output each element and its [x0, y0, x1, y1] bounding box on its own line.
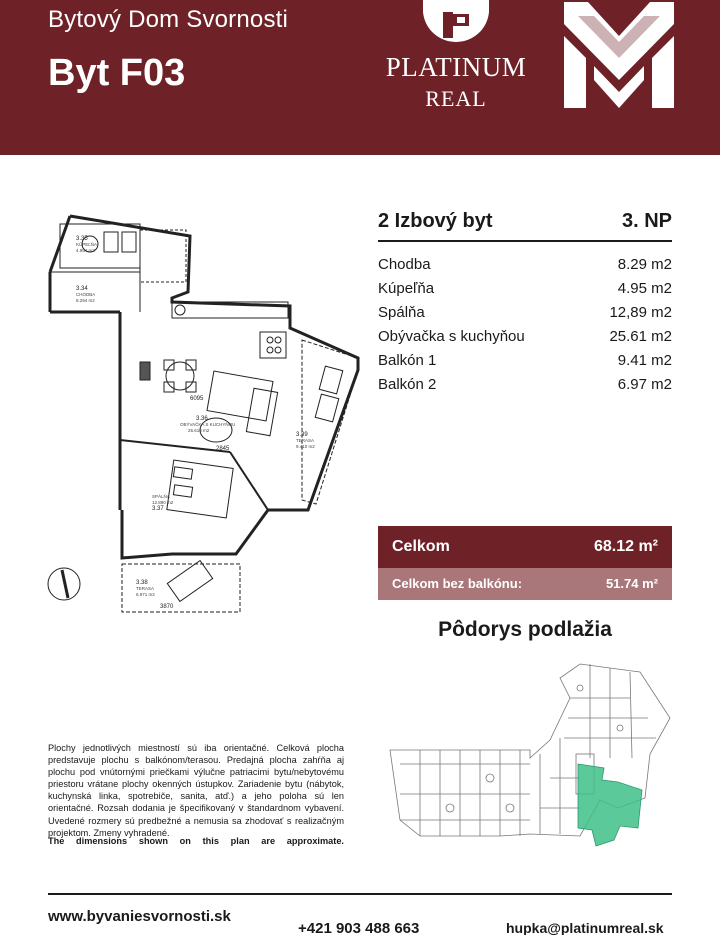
- website-link[interactable]: www.byvaniesvornosti.sk: [48, 908, 231, 925]
- disclaimer-english: The dimensions shown on this plan are approximate.: [48, 836, 344, 846]
- svg-text:9.410 m2: 9.410 m2: [296, 444, 315, 449]
- room-row: Obývačka s kuchyňou 25.61 m2: [378, 328, 672, 345]
- unit-title: Byt F03: [48, 52, 186, 94]
- brand-sub: REAL: [425, 86, 487, 111]
- apartment-floor: 3. NP: [621, 210, 672, 232]
- apartment-summary-header: [378, 208, 672, 242]
- total-without-balcony-bar: [378, 568, 672, 600]
- plan-dim-2845: 2845: [216, 446, 230, 452]
- room-label-3-38: 3.38: [136, 580, 148, 586]
- room-label-3-37: 3.37: [152, 506, 164, 512]
- header-banner: [0, 0, 720, 155]
- svg-text:6.971 m2: 6.971 m2: [136, 592, 155, 597]
- phone-number[interactable]: +421 903 488 663: [298, 920, 420, 935]
- apartment-type: 2 Izbový byt: [378, 210, 493, 232]
- apartment-floor-plan: [40, 210, 370, 620]
- plan-dim-6095: 6095: [190, 396, 204, 402]
- room-row: Chodba 8.29 m2: [378, 256, 672, 273]
- room-label-3-35: 3.35: [76, 236, 88, 242]
- svornosti-m-logo-icon: [564, 2, 674, 108]
- room-label-3-39: 3.39: [296, 432, 308, 438]
- brand-name: PLATINUM: [385, 52, 527, 82]
- total-without-balcony-value: 51.74 m²: [605, 576, 658, 591]
- svg-text:TERASA: TERASA: [136, 586, 155, 591]
- highlighted-apartment: [578, 764, 642, 846]
- plan-dim-3870: 3870: [160, 604, 174, 610]
- floor-site-plan: [380, 658, 680, 848]
- total-value: 68.12 m²: [593, 538, 658, 555]
- svg-text:25.613 m2: 25.613 m2: [188, 428, 210, 433]
- svg-text:12.890 m2: 12.890 m2: [152, 500, 174, 505]
- svg-text:TERASA: TERASA: [296, 438, 315, 443]
- total-label: Celkom: [392, 538, 450, 555]
- svg-text:KÚPEĽŇA: KÚPEĽŇA: [76, 242, 98, 247]
- room-row: Spálňa 12,89 m2: [378, 304, 672, 321]
- disclaimer-text: Plochy jednotlivých miestností sú iba orientačné. Celková plocha predstavuje plochu s balkónom/terasou. Predajná plocha zahŕňa aj plochu pod vnútornými priečkami výlučne patriacimi bytu/nebytovému priestoru vrátane plochy okenných ústupkov. Zariadenie bytu (nábytok, kuchynská linka, spotrebiče, sanita, atď.) a jeho poloha sú len orientačné. Rozsah dodania je špecifikovaný v štandardnom vybavení. Uvedené rozmery sú predbežné a nemusia sa zhodovať s realizačným projektom. Zmeny vyhradené.: [48, 743, 344, 838]
- project-name: Bytový Dom Svornosti: [48, 6, 289, 33]
- svg-text:CHODBA: CHODBA: [76, 292, 96, 297]
- footer-divider: [48, 893, 672, 895]
- room-label-3-34: 3.34: [76, 286, 88, 292]
- room-row: Balkón 1 9.41 m2: [378, 352, 672, 369]
- room-area-list: [378, 256, 672, 400]
- svg-text:4.954 m2: 4.954 m2: [76, 248, 95, 253]
- room-label-3-36: 3.36: [196, 416, 208, 422]
- svg-text:OBÝVAČKA S KUCHYŇOU: OBÝVAČKA S KUCHYŇOU: [180, 422, 236, 427]
- email-link[interactable]: hupka@platinumreal.sk: [506, 920, 664, 935]
- room-row: Balkón 2 6.97 m2: [378, 376, 672, 393]
- svg-text:SPÁLŇA: SPÁLŇA: [152, 494, 170, 499]
- room-row: Kúpeľňa 4.95 m2: [378, 280, 672, 297]
- total-without-balcony-label: Celkom bez balkónu:: [392, 576, 523, 591]
- platinum-logo-mark-icon: [423, 0, 489, 42]
- total-area-bar: [378, 526, 672, 568]
- svg-text:8.294 m2: 8.294 m2: [76, 298, 95, 303]
- floor-plan-title: Pôdorys podlažia: [438, 618, 612, 641]
